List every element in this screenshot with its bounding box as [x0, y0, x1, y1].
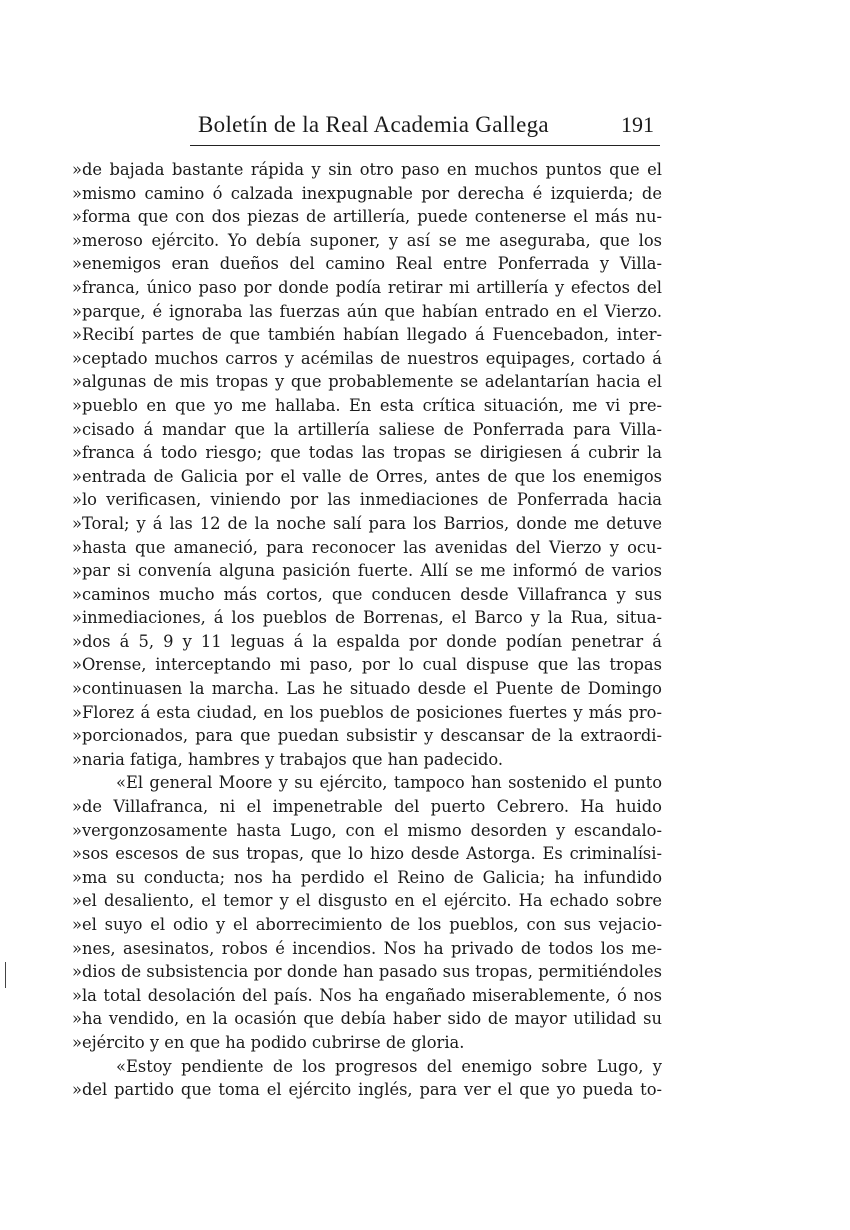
text-line: »ceptado muchos carros y acémilas de nuestros equipages, cortado á: [72, 348, 662, 368]
text-line: »Florez á esta ciudad, en los pueblos de posiciones fuertes y más pro-: [72, 702, 662, 722]
text-line: »nes, asesinatos, robos é incendios. Nos ha privado de todos los me-: [72, 938, 662, 958]
text-line: »meroso ejército. Yo debía suponer, y así se me aseguraba, que los: [72, 230, 662, 250]
text-line: »el suyo el odio y el aborrecimiento de los pueblos, con sus vejacio-: [72, 915, 662, 934]
text-line: »de Villafranca, ni el impenetrable del puerto Cebrero. Ha huido: [72, 797, 662, 817]
paragraph-start-line: «El general Moore y su ejército, tampoco han sostenido el punto: [116, 773, 662, 793]
text-line: »inmediaciones, á los pueblos de Borrenas, el Barco y la Rua, situa-: [72, 608, 662, 628]
text-line: »par si convenía alguna pasición fuerte. Allí se me informó de varios: [72, 561, 662, 581]
text-line: »algunas de mis tropas y que probablemente se adelantarían hacia el: [72, 372, 662, 392]
text-line: »Recibí partes de que también habían llegado á Fuencebadon, inter-: [72, 325, 662, 345]
paragraph-end-line: »ejército y en que ha podido cubrirse de gloria.: [72, 1032, 465, 1052]
text-line: »cisado á mandar que la artillería saliese de Ponferrada para Villa-: [72, 419, 662, 439]
paragraph-start-line: «Estoy pendiente de los progresos del enemigo sobre Lugo, y: [116, 1056, 662, 1076]
text-line: »vergonzosamente hasta Lugo, con el mismo desorden y escandalo-: [72, 820, 662, 840]
running-header: [190, 112, 660, 142]
text-line: »Orense, interceptando mi paso, por lo cual dispuse que las tropas: [72, 655, 662, 675]
text-line: »parque, é ignoraba las fuerzas aún que habían entrado en el Vierzo.: [72, 301, 662, 321]
text-line: »lo verificasen, viniendo por las inmediaciones de Ponferrada hacia: [72, 490, 662, 510]
text-line: »enemigos eran dueños del camino Real entre Ponferrada y Villa-: [72, 254, 662, 274]
text-line: »hasta que amaneció, para reconocer las avenidas del Vierzo y ocu-: [72, 537, 662, 557]
margin-mark: [5, 962, 6, 988]
text-line: »del partido que toma el ejército inglés, para ver el que yo pueda to-: [72, 1080, 662, 1100]
text-line: »Toral; y á las 12 de la noche salí para los Barrios, donde me detuve: [72, 513, 662, 533]
text-line: »ma su conducta; nos ha perdido el Reino de Galicia; ha infundido: [72, 867, 662, 887]
text-line: »dios de subsistencia por donde han pasado sus tropas, permitiéndoles: [72, 962, 662, 982]
text-line: »la total desolación del país. Nos ha engañado miserablemente, ó nos: [72, 985, 662, 1005]
page-number: 191: [621, 112, 654, 137]
body-text: [72, 158, 662, 1102]
text-line: »franca, único paso por donde podía retirar mi artillería y efectos del: [72, 277, 662, 297]
text-line: »de bajada bastante rápida y sin otro paso en muchos puntos que el: [72, 160, 662, 179]
text-line: »forma que con dos piezas de artillería, puede contenerse el más nu-: [72, 207, 662, 227]
text-line: »pueblo en que yo me hallaba. En esta crítica situación, me vi pre-: [72, 395, 662, 415]
text-line: »franca á todo riesgo; que todas las tropas se dirigiesen á cubrir la: [72, 443, 662, 463]
text-line: »entrada de Galicia por el valle de Orres, antes de que los enemigos: [72, 466, 662, 486]
text-line: »mismo camino ó calzada inexpugnable por derecha é izquierda; de: [72, 183, 662, 203]
text-line: »caminos mucho más cortos, que conducen desde Villafranca y sus: [72, 584, 662, 604]
text-line: »continuasen la marcha. Las he situado desde el Puente de Domingo: [72, 679, 662, 699]
text-line: »ha vendido, en la ocasión que debía haber sido de mayor utilidad su: [72, 1009, 662, 1029]
text-line: »dos á 5, 9 y 11 leguas á la espalda por donde podían penetrar á: [72, 631, 662, 651]
text-line: »el desaliento, el temor y el disgusto en el ejército. Ha echado sobre: [72, 891, 662, 911]
header-rule: [190, 145, 660, 146]
paragraph-end-line: »naria fatiga, hambres y trabajos que han padecido.: [72, 749, 504, 769]
journal-title: Boletín de la Real Academia Gallega: [198, 112, 549, 137]
text-line: »sos escesos de sus tropas, que lo hizo desde Astorga. Es criminalísi-: [72, 844, 662, 864]
text-line: »porcionados, para que puedan subsistir y descansar de la extraordi-: [72, 726, 662, 746]
